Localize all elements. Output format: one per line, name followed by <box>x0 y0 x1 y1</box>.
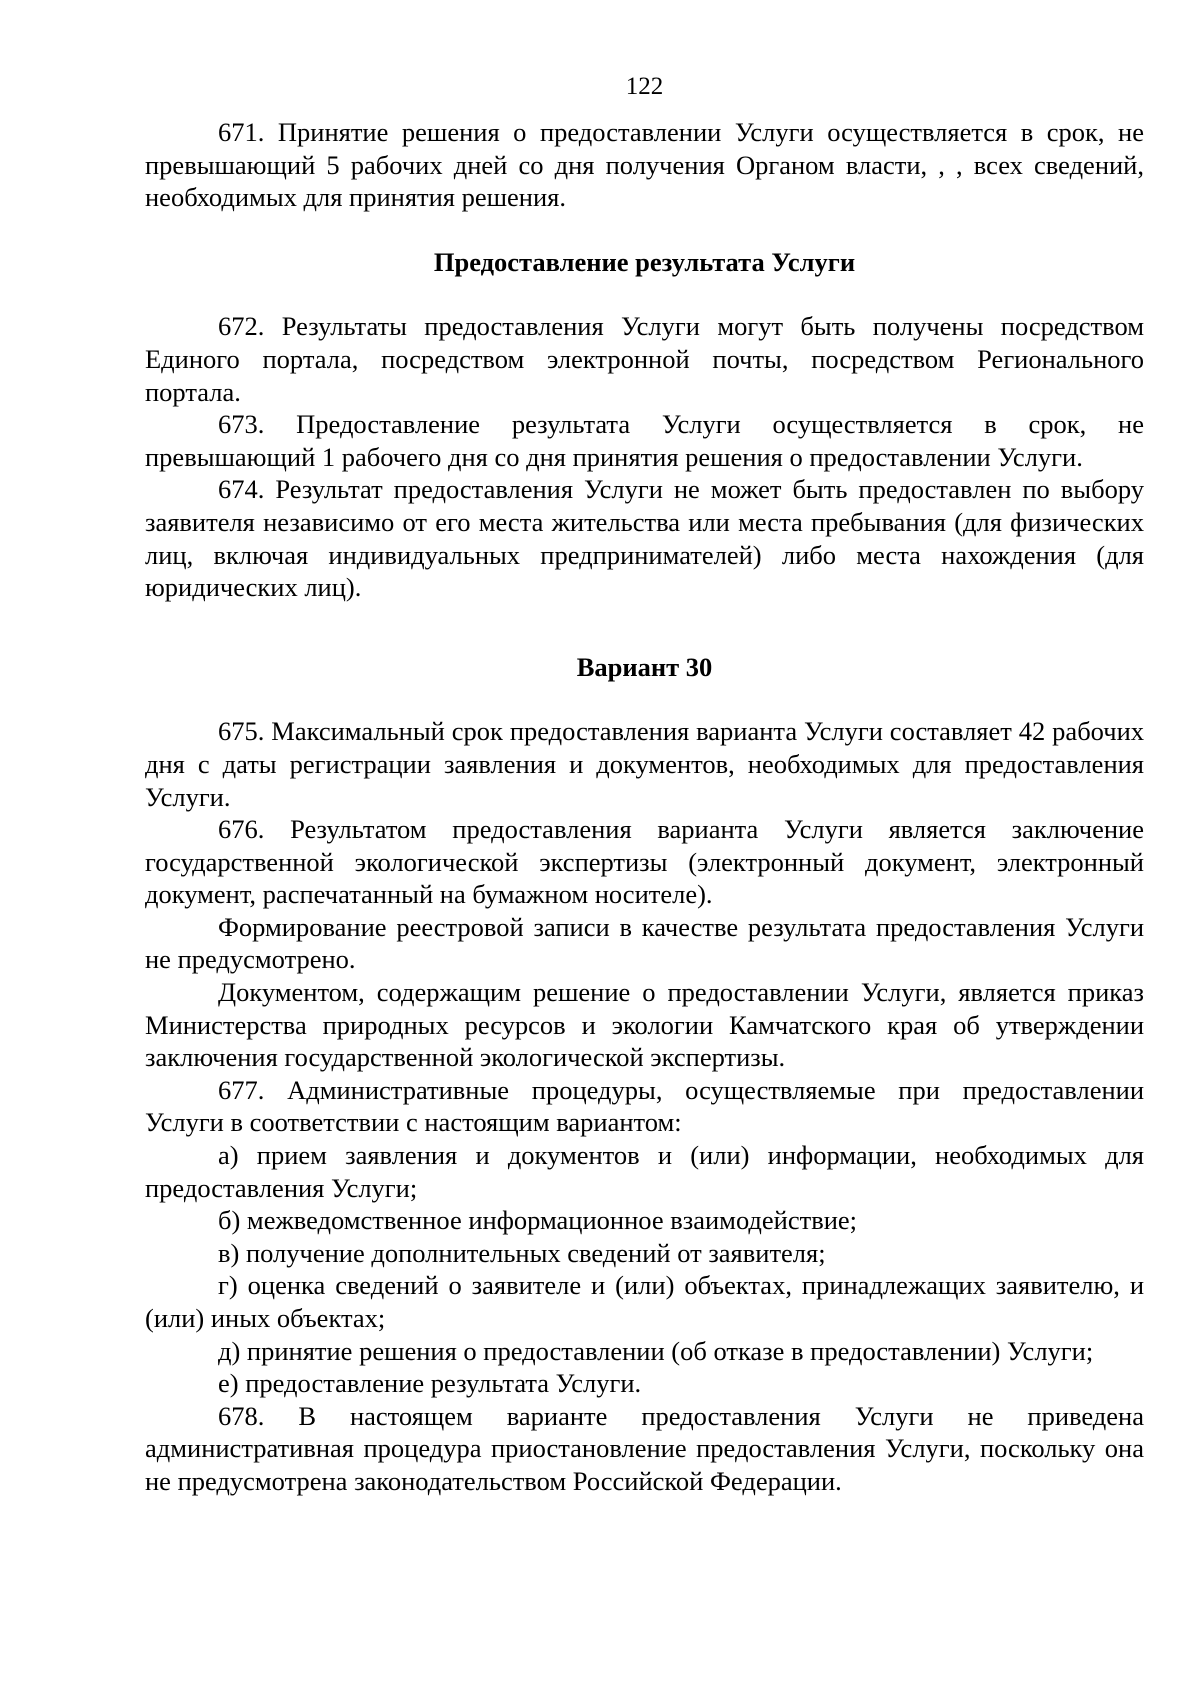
list-item-d: д) принятие решения о предоставлении (об отказе в предоставлении) Услуги; <box>218 1335 1094 1366</box>
page-number: 122 <box>625 73 664 100</box>
list-item-v: в) получение дополнительных сведений от заявителя; <box>218 1237 826 1268</box>
document-body <box>145 116 1144 1498</box>
paragraph-677: 677. Административные процедуры, осуществляемые при предоставлении Услуги в соответствии с настоящим вариантом: <box>145 1074 1144 1138</box>
list-item-e: е) предоставление результата Услуги. <box>218 1368 642 1399</box>
paragraph-676-registry: Формирование реестровой записи в качестве результата предоставления Услуги не предусмотрено. <box>145 911 1144 975</box>
section-heading-variant: Вариант 30 <box>576 651 713 682</box>
list-item-b: б) межведомственное информационное взаимодействие; <box>218 1205 858 1236</box>
list-item-a: а) прием заявления и документов и (или) информации, необходимых для предоставления Услуги; <box>145 1140 1144 1203</box>
paragraph-675: 675. Максимальный срок предоставления варианта Услуги составляет 42 рабочих дня с даты регистрации заявления и документов, необходимых для предоставления Услуги. <box>145 716 1144 812</box>
paragraph-676-document: Документом, содержащим решение о предоставлении Услуги, является приказ Министерства природных ресурсов и экологии Камчатского края об утверждении заключения государственной экологической экспертизы. <box>145 977 1144 1073</box>
section-heading-result: Предоставление результата Услуги <box>433 246 856 277</box>
paragraph-678: 678. В настоящем варианте предоставления Услуги не приведена административная процедура приостановление предоставления Услуги, поскольку она не предусмотрена законодательством Российской Федерации. <box>145 1400 1144 1496</box>
list-item-g: г) оценка сведений о заявителе и (или) объектах, принадлежащих заявителю, и (или) иных объектах; <box>145 1270 1144 1333</box>
paragraph-674: 674. Результат предоставления Услуги не может быть предоставлен по выбору заявителя независимо от его места жительства или места пребывания (для физических лиц, включая индивидуальных предпринимателей) либо места нахождения (для юридических лиц). <box>145 474 1144 603</box>
paragraph-673: 673. Предоставление результата Услуги осуществляется в срок, не превышающий 1 рабочего дня со дня принятия решения о предоставлении Услуги. <box>145 409 1144 472</box>
paragraph-676: 676. Результатом предоставления варианта Услуги является заключение государственной экологической экспертизы (электронный документ, электронный документ, распечатанный на бумажном носителе). <box>145 814 1144 910</box>
paragraph-671: 671. Принятие решения о предоставлении Услуги осуществляется в срок, не превышающий 5 рабочих дней со дня получения Органом власти, , , всех сведений, необходимых для принятия решения. <box>145 117 1144 213</box>
paragraph-672: 672. Результаты предоставления Услуги могут быть получены посредством Единого портала, посредством электронной почты, посредством Регионального портала. <box>145 311 1144 407</box>
